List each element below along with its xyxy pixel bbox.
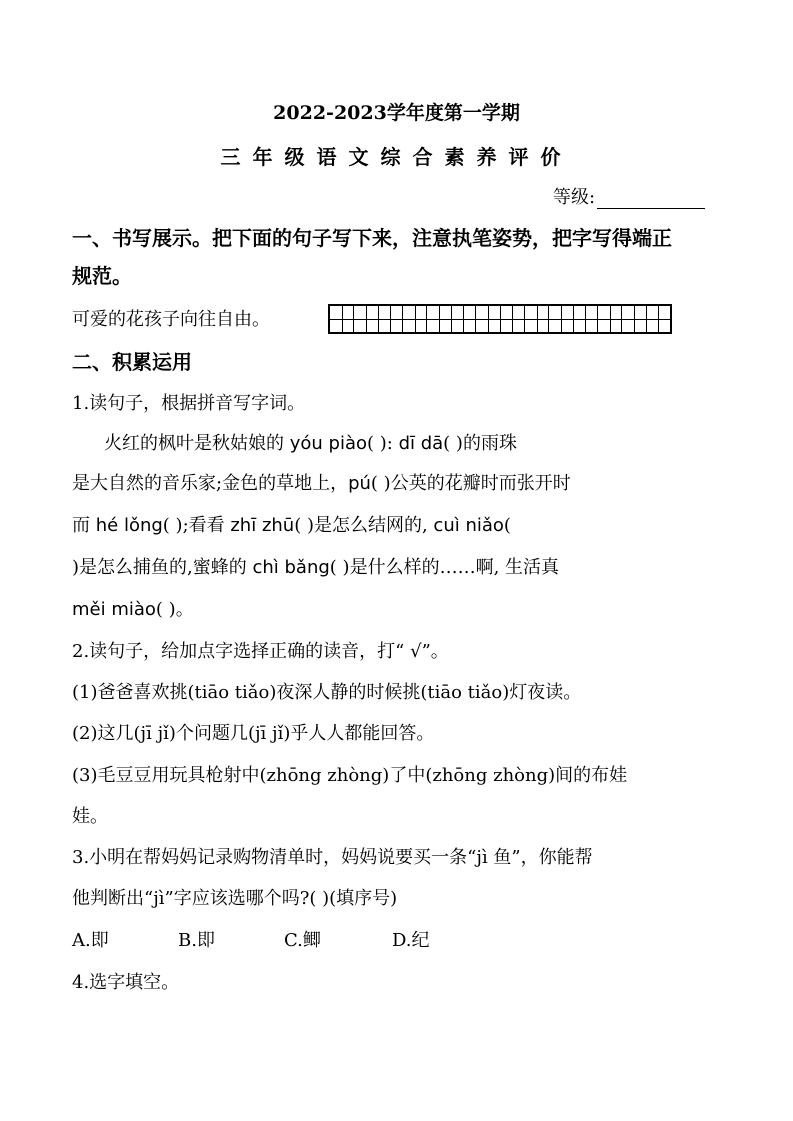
q3-options [72,929,430,953]
pinyin-chi-bang: chì bǎng [252,557,330,578]
section1-heading-line2: 规范。 [72,264,132,288]
q1-line2 [72,472,571,496]
q1-text: )是怎么捕鱼的,蜜蜂的 [72,557,253,578]
grid-cell[interactable] [427,306,451,332]
q3-line2: 他判断出“jì”字应该选哪个吗?( )(填序号) [72,888,398,909]
q3-option-a[interactable]: A.即 [72,930,109,951]
grid-cell[interactable] [330,306,354,332]
grade-blank[interactable] [597,188,705,209]
grid-cell[interactable] [379,306,403,332]
grid-cell[interactable] [501,306,525,332]
q1-text: ( )的雨珠 [443,433,517,454]
grid-cell[interactable] [452,306,476,332]
grid-cell[interactable] [598,306,622,332]
q1-blank: ( )。 [155,599,194,620]
q1-line4 [72,556,559,580]
grid-cell[interactable] [549,306,573,332]
q2-item3-line1: (3)毛豆豆用玩具枪射中(zhōng zhòng)了中(zhōng zhòng)间的布娃 [72,765,628,786]
pinyin-zhi-zhu: zhī zhū [230,515,295,536]
page-title-subject: 三年级语文综合素养评价 [220,145,573,169]
q1-line3 [72,514,511,538]
q2-item1: (1)爸爸喜欢挑(tiāo tiǎo)夜深人静的时候挑(tiāo tiǎo)灯夜读。 [72,682,582,703]
q1-blank: ( )是什么样的……啊, 生活真 [329,557,560,578]
q3-option-c[interactable]: C.鲫 [284,930,321,951]
q1-blank: ( )是怎么结网的, [294,515,434,536]
q1-text: ( [503,515,511,536]
q3-option-b[interactable]: B.即 [178,930,215,951]
section1-sentence: 可爱的花孩子向往自由。 [72,309,270,330]
section2-heading: 二、积累运用 [72,350,192,374]
pinyin-cui-niao: cuì niǎo [433,515,504,536]
q1-blank: ( )公英的花瓣时而张开时 [370,473,571,494]
q3-line1: 3.小明在帮妈妈记录购物清单时，妈妈说要买一条“jì 鱼”，你能帮 [72,847,593,868]
grid-cell[interactable] [647,306,670,332]
pinyin-you-piao: yóu piào [289,433,367,454]
pinyin-pu: pú [348,473,371,494]
q1-text: 火红的枫叶是秋姑娘的 [104,433,290,454]
q1-line5 [72,598,194,622]
grid-cell[interactable] [476,306,500,332]
grid-cell[interactable] [574,306,598,332]
pinyin-di-da: dī dā [398,433,444,454]
q1-line1 [104,432,517,456]
writing-grid[interactable] [328,304,672,334]
q2-item3-line2: 娃。 [72,806,108,827]
grid-cell[interactable] [403,306,427,332]
grade-label: 等级: [553,187,596,208]
q2-item2: (2)这几(jī jǐ)个问题几(jī jǐ)乎人人都能回答。 [72,723,435,744]
grade-field [553,183,705,209]
pinyin-mei-miao: měi miào [72,599,156,620]
grid-cell[interactable] [354,306,378,332]
section1-heading-line1: 一、书写展示。把下面的句子写下来，注意执笔姿势，把字写得端正 [72,226,672,250]
q4-prompt: 4.选字填空。 [72,972,180,993]
q2-prompt: 2.读句子，给加点字选择正确的读音，打“ √”。 [72,641,449,662]
page-title-year: 2022-2023学年度第一学期 [273,102,520,124]
q1-blank: ( );看看 [162,515,231,536]
q1-text: 而 [72,515,96,536]
q1-blank: ( ): [367,433,399,454]
pinyin-he-long: hé lǒng [95,515,163,536]
q3-option-d[interactable]: D.纪 [392,930,430,951]
grid-cell[interactable] [525,306,549,332]
grid-cell[interactable] [622,306,646,332]
q1-text: 是大自然的音乐家;金色的草地上， [72,473,349,494]
q1-prompt: 1.读句子，根据拼音写字词。 [72,393,306,414]
